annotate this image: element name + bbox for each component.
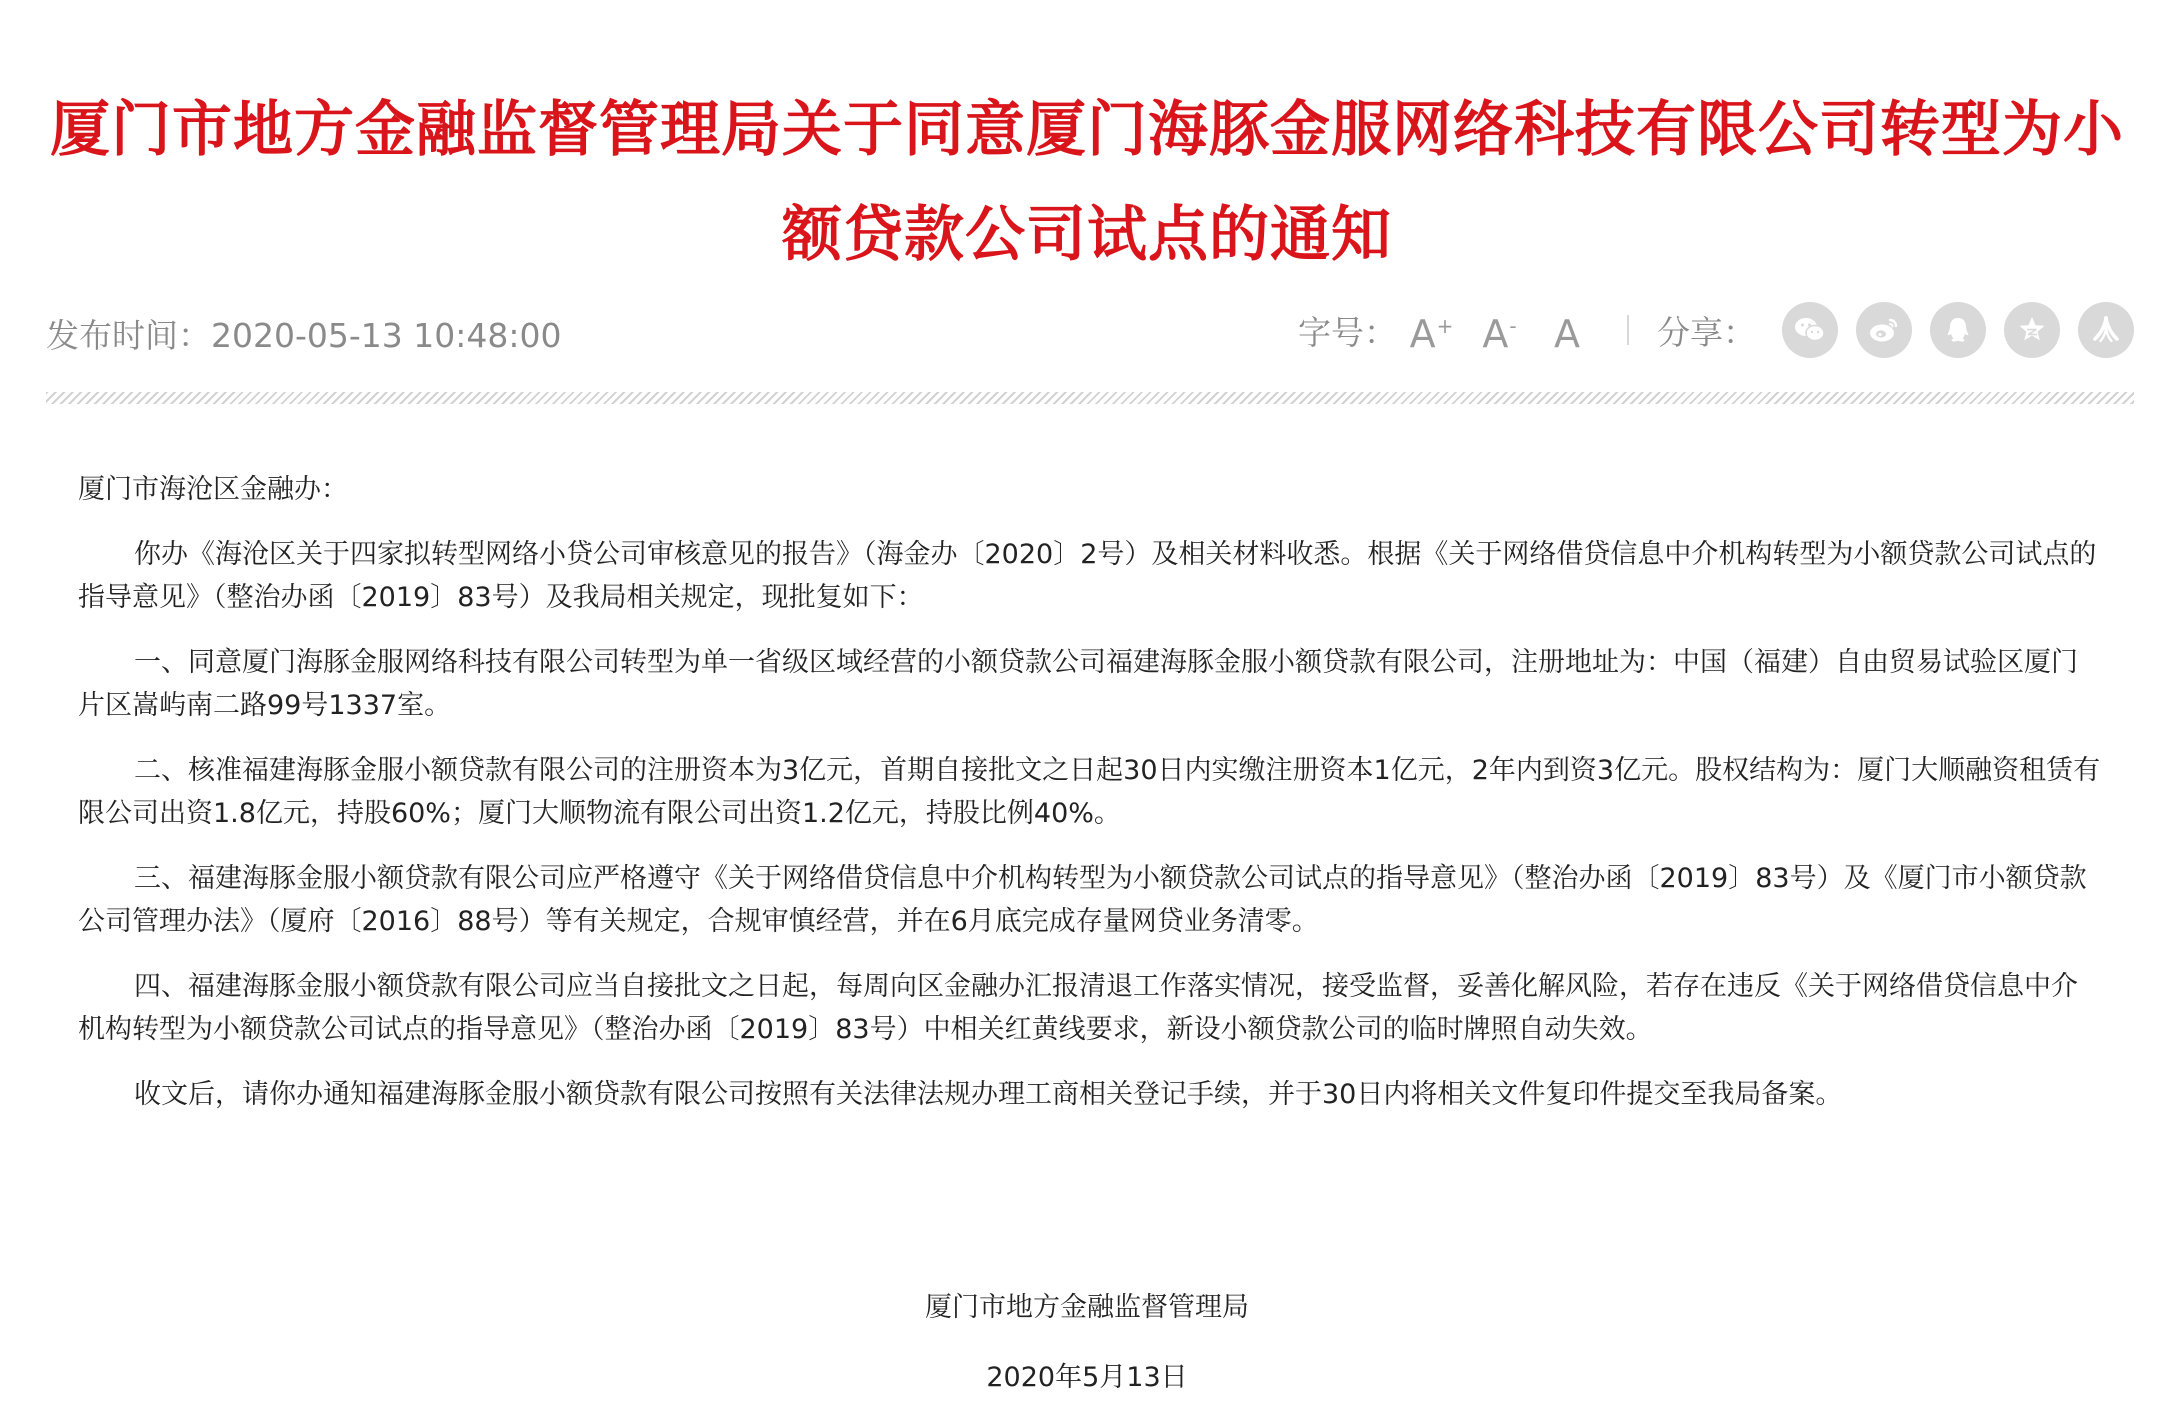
font-larger-button[interactable]: A + <box>1409 312 1454 356</box>
renren-share-button[interactable] <box>2078 302 2134 358</box>
tool-divider <box>1627 315 1629 345</box>
body-paragraph: 三、福建海豚金服小额贷款有限公司应严格遵守《关于网络借贷信息中介机构转型为小额贷款公司试点的指导意见》（整治办函〔2019〕83号）及《厦门市小额贷款公司管理办法》（厦府〔2016〕88号）等有关规定，合规审慎经营，并在6月底完成存量网贷业务清零。 <box>78 863 2087 937</box>
publish-time-label: 发布时间： <box>46 316 211 355</box>
salutation: 厦门市海沧区金融办： <box>78 474 348 505</box>
weibo-share-button[interactable] <box>1856 302 1912 358</box>
signature-issuer: 厦门市地方金融监督管理局 <box>925 1292 1249 1323</box>
share-icons <box>1764 302 2134 358</box>
qq-icon <box>1940 312 1976 348</box>
wechat-share-button[interactable] <box>1782 302 1838 358</box>
dotted-divider <box>46 392 2134 404</box>
font-size-label: 字号： <box>1298 312 1397 352</box>
body-paragraph: 你办《海沧区关于四家拟转型网络小贷公司审核意见的报告》（海金办〔2020〕2号）及相关材料收悉。根据《关于网络借贷信息中介机构转型为小额贷款公司试点的指导意见》（整治办函〔2019〕83号）及我局相关规定，现批复如下： <box>78 539 2097 613</box>
page-title: 厦门市地方金融监督管理局关于同意厦门海豚金服网络科技有限公司转型为小额贷款公司试点的通知 <box>50 95 2124 271</box>
article-tools <box>1298 292 2134 368</box>
article-meta-bar <box>46 290 2134 370</box>
font-smaller-button[interactable]: A - <box>1482 312 1517 356</box>
qzone-share-button[interactable] <box>2004 302 2060 358</box>
qq-share-button[interactable] <box>1930 302 1986 358</box>
weibo-icon <box>1866 312 1902 348</box>
body-paragraph: 收文后，请你办通知福建海豚金服小额贷款有限公司按照有关法律法规办理工商相关登记手续，并于30日内将相关文件复印件提交至我局备案。 <box>134 1079 1843 1110</box>
signature-date: 2020年5月13日 <box>986 1362 1188 1393</box>
font-default-button[interactable]: A <box>1554 312 1580 356</box>
body-paragraph: 四、福建海豚金服小额贷款有限公司应当自接批文之日起，每周向区金融办汇报清退工作落实情况，接受监督，妥善化解风险，若存在违反《关于网络借贷信息中介机构转型为小额贷款公司试点的指导意见》（整治办函〔2019〕83号）中相关红黄线要求，新设小额贷款公司的临时牌照自动失效。 <box>78 971 2078 1045</box>
wechat-icon <box>1792 312 1828 348</box>
publish-time <box>46 310 561 357</box>
body-paragraph: 一、同意厦门海豚金服网络科技有限公司转型为单一省级区域经营的小额贷款公司福建海豚金服小额贷款有限公司，注册地址为：中国（福建）自由贸易试验区厦门片区嵩屿南二路99号1337室。 <box>78 647 2078 721</box>
article-body <box>78 468 2104 1138</box>
renren-icon <box>2088 312 2124 348</box>
publish-time-value: 2020-05-13 10:48:00 <box>211 316 562 355</box>
body-paragraph: 二、核准福建海豚金服小额贷款有限公司的注册资本为3亿元，首期自接批文之日起30日内实缴注册资本1亿元，2年内到资3亿元。股权结构为：厦门大顺融资租赁有限公司出资1.8亿元，持股60%；厦门大顺物流有限公司出资1.2亿元，持股比例40%。 <box>78 755 2101 829</box>
qzone-icon <box>2014 312 2050 348</box>
share-label: 分享： <box>1657 312 1756 352</box>
